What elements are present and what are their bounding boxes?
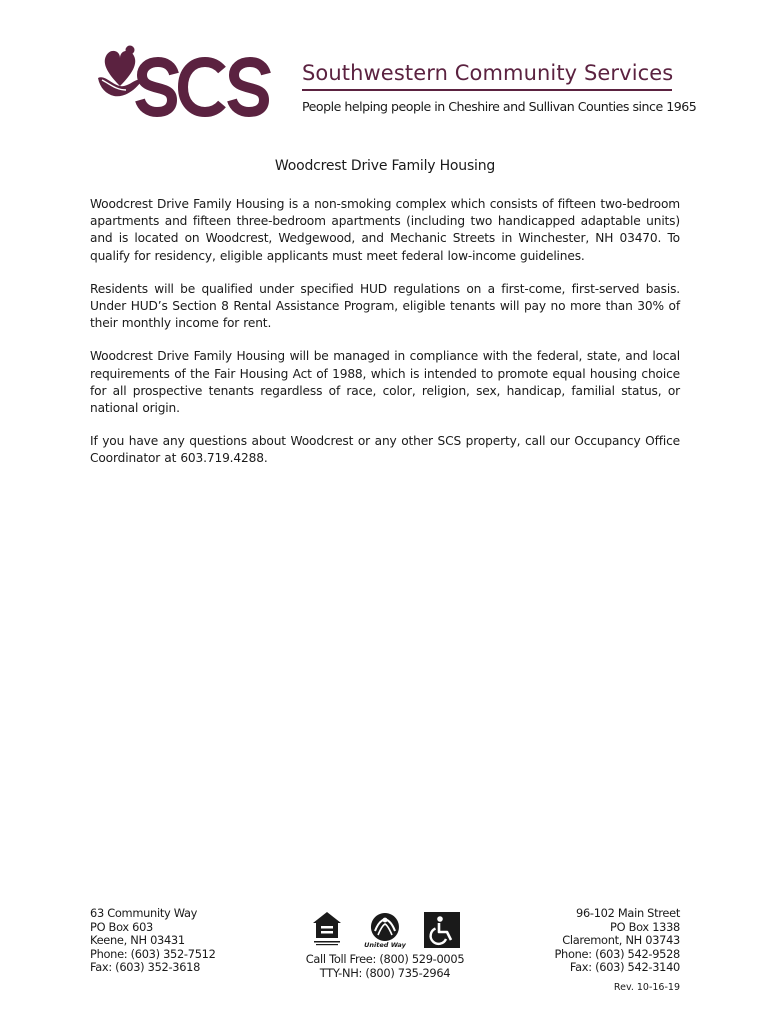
paragraph-overview: Woodcrest Drive Family Housing is a non-smoking complex which consists of fifteen two-bedroom apartments and fifteen three-bedroom apartments (including two handicapped adaptable units) and is located on Woodcrest, Wedgewood, and Mechanic Streets in Winchester, NH 03470. To qualify for residency, eligible applicants must meet federal low-income guidelines. xyxy=(90,197,680,263)
org-header xyxy=(302,60,697,114)
address-line: Fax: (603) 352-3618 xyxy=(90,960,201,975)
org-tagline: People helping people in Cheshire and Sullivan Counties since 1965 xyxy=(302,99,697,114)
footer-logos xyxy=(306,911,466,953)
revision-date: Rev. 10-16-19 xyxy=(613,982,680,993)
address-line: 96-102 Main Street xyxy=(576,906,680,920)
toll-free-number: Call Toll Free: (800) 529-0005 xyxy=(305,952,465,966)
united-way-logo xyxy=(358,911,412,951)
document-body xyxy=(90,196,680,484)
address-line: Phone: (603) 352-7512 xyxy=(90,946,216,961)
scs-logo xyxy=(96,44,274,122)
address-line: Claremont, NH 03743 xyxy=(562,933,680,948)
claremont-office-address xyxy=(554,907,680,975)
address-line: 63 Community Way xyxy=(90,906,198,920)
accessibility-icon xyxy=(424,912,460,948)
address-line: Phone: (603) 542-9528 xyxy=(554,946,680,961)
paragraph-fair-housing: Woodcrest Drive Family Housing will be managed in compliance with the federal, state, and local requirements of the Fair Housing Act of 1988, which is intended to promote equal housing choice for all prospective tenants regardless of race, color, religion, sex, handicap, familial status, or national origin. xyxy=(90,349,680,416)
org-name: Southwestern Community Services xyxy=(302,61,674,85)
address-line: PO Box 1338 xyxy=(610,919,680,934)
address-line: PO Box 603 xyxy=(90,919,153,934)
address-line: Fax: (603) 542-3140 xyxy=(569,960,680,975)
document-title: Woodcrest Drive Family Housing xyxy=(274,158,496,174)
tty-number: TTY-NH: (800) 735-2964 xyxy=(319,965,451,980)
united-way-label: United Way xyxy=(364,941,406,949)
paragraph-contact: If you have any questions about Woodcrest or any other SCS property, call our Occupancy Office Coordinator at 603.719.4288. xyxy=(90,434,680,466)
united-way-icon xyxy=(358,911,412,941)
equal-housing-icon xyxy=(312,911,342,947)
address-line: Keene, NH 03431 xyxy=(90,933,185,948)
header-divider xyxy=(302,89,672,91)
paragraph-hud-eligibility: Residents will be qualified under specified HUD regulations on a first-come, first-served basis. Under HUD’s Section 8 Rental Assistance Program, eligible tenants will pay no more than 30% of their monthly income for rent. xyxy=(90,281,680,331)
